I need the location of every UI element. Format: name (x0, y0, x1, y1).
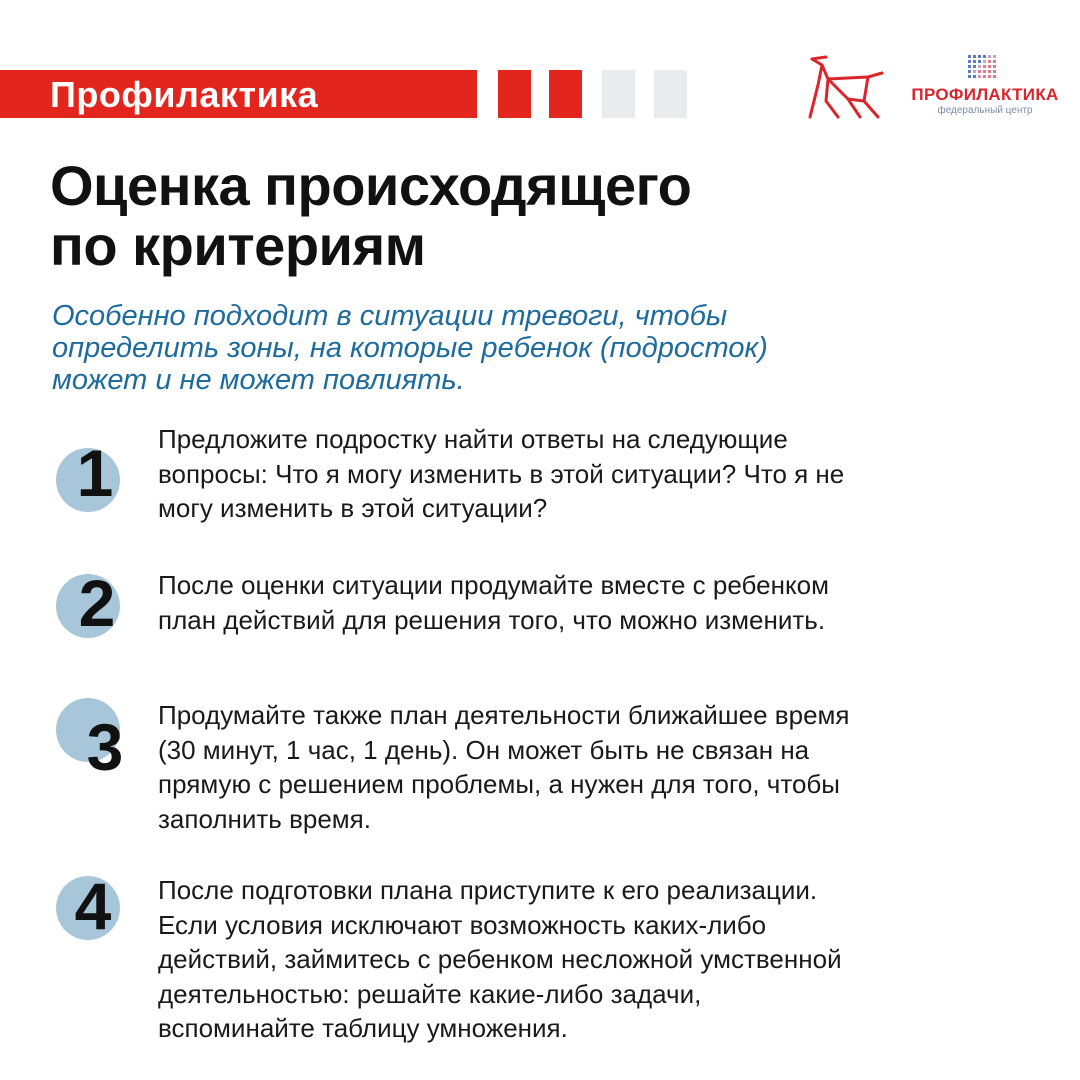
page-subtitle-line-2: определить зоны, на которые ребенок (подросток) (52, 332, 768, 364)
decor-block-red-1 (498, 70, 531, 118)
step-text-line: После подготовки плана приступите к его реализации. (158, 875, 818, 905)
horse-logo-icon (808, 55, 888, 121)
step-text-line: действий, займитесь с ребенком несложной умственной (158, 944, 842, 974)
page-title (50, 156, 1010, 276)
step-text-line: деятельностью: решайте какие-либо задачи, (158, 978, 702, 1009)
step-text-line: Продумайте также план деятельности ближайшее время (158, 700, 850, 730)
step-text-line: После оценки ситуации продумайте вместе с ребенком (158, 570, 829, 600)
step-text (158, 873, 1038, 1046)
step-number: 4 (74, 869, 112, 943)
step-text-line: заполнить время. (158, 803, 371, 834)
step-text-line: прямую с решением проблемы, а нужен для того, чтобы (158, 769, 840, 799)
brand-name: ПРОФИЛАКТИКА (911, 85, 1059, 104)
dot-grid-icon (968, 55, 1002, 81)
step-text (158, 568, 1038, 637)
step-text-line: Если условия исключают возможность каких-либо (158, 909, 767, 940)
step-number: 3 (86, 710, 124, 784)
page-subtitle (52, 300, 1012, 396)
decor-block-red-2 (549, 70, 582, 118)
decor-block-gray-1 (602, 70, 635, 118)
step-text (158, 698, 1038, 836)
brand-logo (905, 55, 1065, 121)
step-number: 1 (76, 436, 114, 510)
page-title-line-1: Оценка происходящего (50, 154, 692, 217)
brand-subtitle: федеральный центр (937, 105, 1033, 116)
step-text-line: вспоминайте таблицу умножения. (158, 1013, 568, 1043)
decor-block-gray-2 (654, 70, 687, 118)
step-text-line: (30 минут, 1 час, 1 день). Он может быть не связан на (158, 734, 810, 765)
step-number: 2 (78, 566, 116, 640)
header-band (0, 70, 477, 118)
page-title-line-2: по критериям (50, 214, 426, 277)
page-subtitle-line-1: Особенно подходит в ситуации тревоги, чтобы (52, 300, 728, 332)
step-text-line: план действий для решения того, что можно изменить. (158, 604, 826, 635)
page-subtitle-line-3: может и не может повлиять. (52, 364, 465, 396)
step-text (158, 422, 1038, 526)
step-text-line: Предложите подростку найти ответы на следующие (158, 424, 788, 454)
step-text-line: могу изменить в этой ситуации? (158, 493, 548, 523)
step-text-line: вопросы: Что я могу изменить в этой ситуации? Что я не (158, 458, 845, 489)
section-label: Профилактика (50, 74, 319, 115)
